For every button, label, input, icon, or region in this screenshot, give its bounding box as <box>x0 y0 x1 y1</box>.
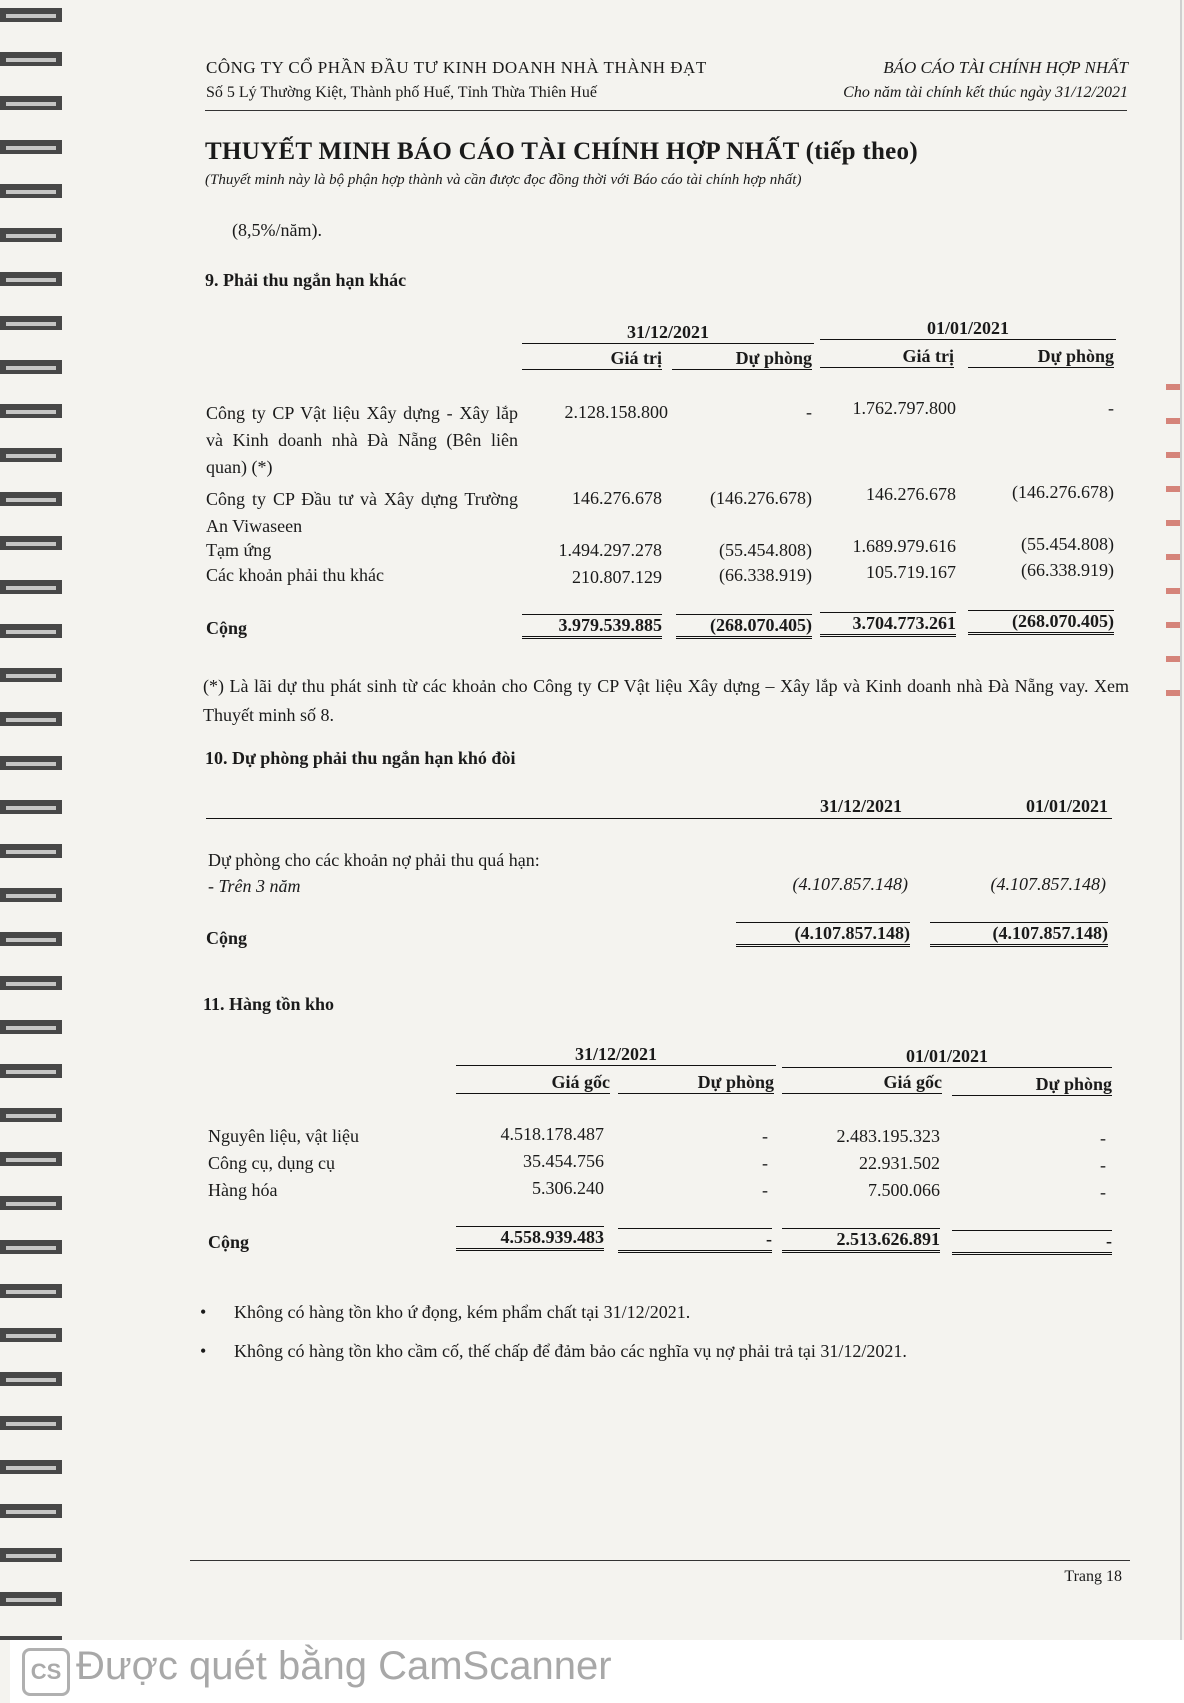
s11-row3-p1: - <box>762 1180 768 1200</box>
s10-period2: 01/01/2021 <box>1025 796 1108 816</box>
s9-row1-v1: 2.128.158.800 <box>564 402 668 422</box>
s11-row3-c1: 5.306.240 <box>532 1178 604 1198</box>
s10-sub-v1: (4.107.857.148) <box>792 874 908 894</box>
s10-sub-label: - Trên 3 năm <box>208 876 301 896</box>
s11-total-c1: 4.558.939.483 <box>456 1226 604 1251</box>
s9-row4-p2: (66.338.919) <box>1021 560 1114 580</box>
s9-row4-p1: (66.338.919) <box>719 565 812 585</box>
s9-total-name: Cộng <box>206 618 248 638</box>
s11-row2-name: Công cụ, dụng cụ <box>208 1153 335 1173</box>
s9-row4-v1: 210.807.129 <box>572 567 662 587</box>
bullet-dot-icon: • <box>200 1341 207 1361</box>
s10-period1: 31/12/2021 <box>819 796 902 816</box>
s9-row1-name: Công ty CP Vật liệu Xây dựng - Xây lắp và Kinh doanh nhà Đà Nẵng (Bên liên quan) (*) <box>206 403 518 477</box>
s9-period1: 31/12/2021 <box>522 322 814 344</box>
s9-footnote: (*) Là lãi dự thu phát sinh từ các khoản cho Công ty CP Vật liệu Xây dựng – Xây lắp và Kinh doanh nhà Đà Nẵng vay. Xem Thuyết minh số 8. <box>203 676 1129 725</box>
s9-row2-name: Công ty CP Đầu tư và Xây dựng Trường An Viwaseen <box>206 489 518 536</box>
s11-col-prov1: Dự phòng <box>618 1072 774 1094</box>
s9-total-p1: (268.070.405) <box>676 614 812 639</box>
s11-period2: 01/01/2021 <box>782 1046 1112 1068</box>
s11-row3-p2: - <box>1100 1182 1106 1202</box>
s11-row2-c2: 22.931.502 <box>859 1153 940 1173</box>
s11-total-p1: - <box>618 1228 772 1253</box>
s11-total-p2: - <box>952 1230 1112 1255</box>
s10-total-v1: (4.107.857.148) <box>736 922 910 947</box>
s9-row2-v1: 146.276.678 <box>572 488 662 508</box>
company-address: Số 5 Lý Thường Kiệt, Thành phố Huế, Tỉnh Thừa Thiên Huế <box>206 84 597 101</box>
camscanner-text: Được quét bằng CamScanner <box>76 1644 612 1688</box>
page-subtitle: (Thuyết minh này là bộ phận hợp thành và cần được đọc đồng thời với Báo cáo tài chính hợp nhất) <box>205 172 802 188</box>
s10-sub-v2: (4.107.857.148) <box>990 874 1106 894</box>
red-stamp-edge <box>1166 370 1180 700</box>
s9-col-prov2: Dự phòng <box>968 346 1114 368</box>
company-header <box>206 58 707 102</box>
s9-col-value1: Giá trị <box>522 348 662 370</box>
s11-row1-c2: 2.483.195.323 <box>836 1126 940 1146</box>
s9-row4-name: Các khoản phải thu khác <box>206 565 384 585</box>
s9-total-v1: 3.979.539.885 <box>522 614 662 639</box>
s9-row1-p2: - <box>1108 398 1114 418</box>
s11-period1: 31/12/2021 <box>456 1044 776 1066</box>
s11-bullet-1-text: Không có hàng tồn kho ứ đọng, kém phẩm chất tại 31/12/2021. <box>234 1302 691 1322</box>
s11-row2-c1: 35.454.756 <box>523 1151 604 1171</box>
s10-row-label: Dự phòng cho các khoản nợ phải thu quá hạn: <box>208 850 540 870</box>
s9-period2: 01/01/2021 <box>820 318 1116 340</box>
s9-row3-v1: 1.494.297.278 <box>558 540 662 560</box>
footer-rule <box>190 1560 1130 1561</box>
s10-total-v2: (4.107.857.148) <box>930 922 1108 947</box>
s11-col-cost2: Giá gốc <box>782 1072 942 1094</box>
company-name: CÔNG TY CỔ PHẦN ĐẦU TƯ KINH DOANH NHÀ THÀNH ĐẠT <box>206 58 707 77</box>
s10-header-rule <box>206 818 1112 819</box>
report-period: Cho năm tài chính kết thúc ngày 31/12/2021 <box>843 84 1128 101</box>
s9-row3-p1: (55.454.808) <box>719 540 812 560</box>
s11-row1-c1: 4.518.178.487 <box>500 1124 604 1144</box>
s9-row3-v2: 1.689.979.616 <box>852 536 956 556</box>
s9-row1-p1: - <box>806 402 812 422</box>
page-edge <box>1180 0 1182 1640</box>
s9-row2-v2: 146.276.678 <box>866 484 956 504</box>
s10-total-name: Cộng <box>206 928 248 948</box>
report-title: BÁO CÁO TÀI CHÍNH HỢP NHẤT <box>883 58 1128 77</box>
s11-total-name: Cộng <box>208 1232 250 1252</box>
carryover-text: (8,5%/năm). <box>232 220 322 240</box>
camscanner-watermark <box>10 1640 1184 1703</box>
s9-total-p2: (268.070.405) <box>968 610 1114 635</box>
camscanner-logo-icon: CS <box>22 1648 70 1696</box>
s11-total-c2: 2.513.626.891 <box>782 1228 940 1253</box>
s9-col-prov1: Dự phòng <box>672 348 812 370</box>
s9-total-v2: 3.704.773.261 <box>820 612 956 637</box>
s11-row1-p1: - <box>762 1126 768 1146</box>
s9-row2-p2: (146.276.678) <box>1012 482 1114 502</box>
s9-col-value2: Giá trị <box>820 346 954 368</box>
bullet-dot-icon: • <box>200 1302 207 1322</box>
s9-row3-name: Tạm ứng <box>206 540 272 560</box>
s11-row3-name: Hàng hóa <box>208 1180 278 1200</box>
header-rule <box>205 110 1127 111</box>
s9-row1-v2: 1.762.797.800 <box>852 398 956 418</box>
page-title: THUYẾT MINH BÁO CÁO TÀI CHÍNH HỢP NHẤT (tiếp theo) <box>205 138 918 165</box>
report-header <box>843 58 1128 102</box>
section-10-title: 10. Dự phòng phải thu ngắn hạn khó đòi <box>205 748 516 768</box>
page-number: Trang 18 <box>1064 1568 1122 1585</box>
s11-row3-c2: 7.500.066 <box>868 1180 940 1200</box>
s11-row2-p2: - <box>1100 1155 1106 1175</box>
s11-col-cost1: Giá gốc <box>456 1072 610 1094</box>
s11-row1-p2: - <box>1100 1128 1106 1148</box>
s9-row3-p2: (55.454.808) <box>1021 534 1114 554</box>
section-11-title: 11. Hàng tồn kho <box>203 994 335 1014</box>
s9-row4-v2: 105.719.167 <box>866 562 956 582</box>
s11-row2-p1: - <box>762 1153 768 1173</box>
s11-row1-name: Nguyên liệu, vật liệu <box>208 1126 359 1146</box>
section-9-title: 9. Phải thu ngắn hạn khác <box>205 270 407 290</box>
spiral-binding <box>0 0 62 1640</box>
s11-col-prov2: Dự phòng <box>952 1074 1112 1096</box>
s9-row2-p1: (146.276.678) <box>710 488 812 508</box>
s11-bullet-2-text: Không có hàng tồn kho cầm cố, thế chấp để đảm bảo các nghĩa vụ nợ phải trả tại 31/12/2021. <box>234 1341 907 1361</box>
